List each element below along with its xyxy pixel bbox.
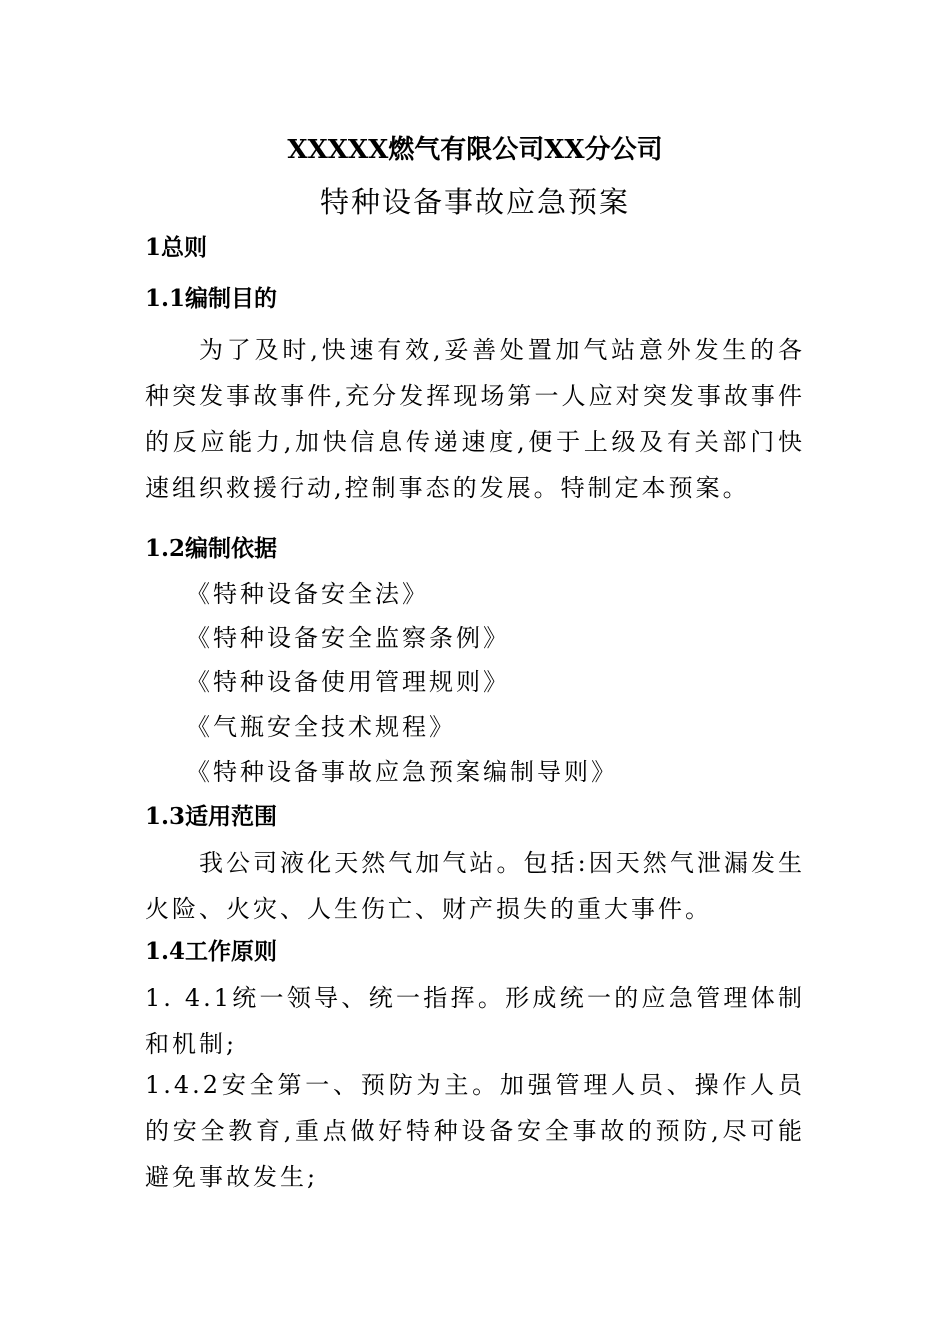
paragraph-scope: 我公司液化天然气加气站。包括:因天然气泄漏发生火险、火灾、人生伤亡、财产损失的重大事件。 bbox=[145, 849, 805, 923]
reference-item: 《特种设备事故应急预案编制导则》 bbox=[186, 758, 618, 786]
reference-item: 《特种设备使用管理规则》 bbox=[186, 668, 510, 696]
heading-scope: 1.3适用范围 bbox=[145, 803, 278, 830]
paragraph-principle-2: 1.4.2安全第一、预防为主。加强管理人员、操作人员的安全教育,重点做好特种设备安全事故的预防,尽可能避免事故发生; bbox=[145, 1071, 805, 1191]
document-title-company: XXXXX燃气有限公司XX分公司 bbox=[287, 135, 663, 165]
heading-principles: 1.4工作原则 bbox=[145, 938, 278, 965]
reference-item: 《特种设备安全法》 bbox=[186, 580, 429, 608]
heading-purpose: 1.1编制目的 bbox=[145, 285, 278, 312]
reference-item: 《特种设备安全监察条例》 bbox=[186, 624, 510, 652]
document-title-plan: 特种设备事故应急预案 bbox=[319, 185, 630, 219]
heading-general-provisions: 1总则 bbox=[145, 234, 208, 261]
paragraph-principle-1: 1. 4.1统一领导、统一指挥。形成统一的应急管理体制和机制; bbox=[145, 984, 805, 1058]
reference-item: 《气瓶安全技术规程》 bbox=[186, 713, 456, 741]
paragraph-purpose: 为了及时,快速有效,妥善处置加气站意外发生的各种突发事故事件,充分发挥现场第一人应对突发事故事件的反应能力,加快信息传递速度,便于上级及有关部门快速组织救援行动,控制事态的发展。特制定本预案。 bbox=[145, 336, 805, 502]
heading-basis: 1.2编制依据 bbox=[145, 535, 278, 562]
